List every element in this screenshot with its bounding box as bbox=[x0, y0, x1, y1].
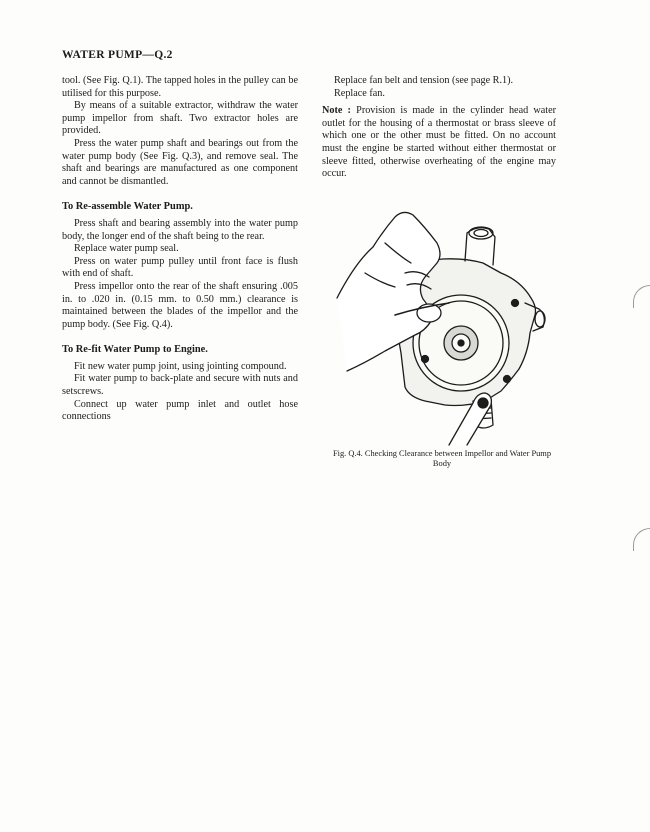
paragraph: Fit water pump to back-plate and secure with nuts and setscrews. bbox=[62, 373, 298, 398]
figure-caption: Fig. Q.4. Checking Clearance between Impellor and Water Pump Body bbox=[332, 449, 552, 468]
paragraph: tool. (See Fig. Q.1). The tapped holes in the pulley can be utilised for this purpose. bbox=[62, 75, 298, 99]
paragraph: Press shaft and bearing assembly into the water pump body, the longer end of the shaft being to the rear. bbox=[62, 217, 298, 242]
paragraph: Press the water pump shaft and bearings out from the water pump body (See Fig. Q.3), and remove seal. The shaft and bearings are manufactured as one component and cannot be dismantled. bbox=[62, 137, 298, 187]
paragraph: Replace water pump seal. bbox=[74, 243, 179, 255]
note-text: Provision is made in the cylinder head water outlet for the housing of a thermostat or brass sleeve of which one or the other must be fitted. On no account must the engine be started without either thermostat or sleeve fitted, otherwise overheating of the engine may occur. bbox=[322, 105, 556, 180]
paragraph: Press impellor onto the rear of the shaft ensuring .005 in. to .020 in. (0.15 mm. to 0.50 mm.) clearance is maintained between the blades of the impellor and the pump body. (See Fig. Q.4). bbox=[62, 280, 298, 330]
paragraph: By means of a suitable extractor, withdraw the water pump impellor from shaft. Two extractor holes are provided. bbox=[62, 100, 298, 137]
punch-hole bbox=[633, 285, 650, 308]
page-header: WATER PUMP—Q.2 bbox=[62, 49, 173, 61]
paragraph: Fit new water pump joint, using jointing compound. bbox=[74, 360, 287, 372]
paragraph: Press on water pump pulley until front face is flush with end of shaft. bbox=[62, 255, 298, 280]
water-pump-illustration bbox=[325, 203, 557, 448]
paragraph: Connect up water pump inlet and outlet hose connections bbox=[62, 398, 298, 423]
note-paragraph bbox=[322, 105, 556, 181]
section-heading-refit: To Re-fit Water Pump to Engine. bbox=[62, 344, 208, 356]
punch-hole bbox=[633, 528, 650, 551]
right-column bbox=[322, 75, 556, 181]
note-label: Note : bbox=[322, 105, 351, 117]
paragraph: Replace fan belt and tension (see page R.1). bbox=[334, 75, 514, 86]
paragraph: Replace fan. bbox=[334, 87, 385, 99]
left-column bbox=[62, 75, 298, 424]
section-heading-reassemble: To Re-assemble Water Pump. bbox=[62, 201, 193, 213]
water-pump-drawing bbox=[325, 203, 557, 448]
